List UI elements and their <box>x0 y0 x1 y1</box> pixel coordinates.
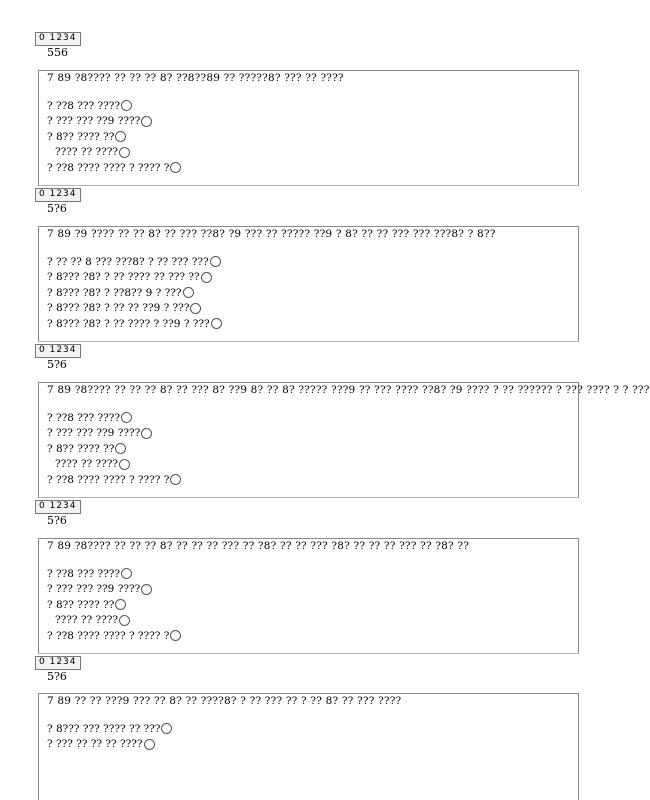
option-label: ? ??8 ???? ???? ? ???? ? <box>47 473 170 486</box>
question-header-5 <box>35 654 175 683</box>
answer-option[interactable] <box>47 426 578 442</box>
question-text: 7 89 ?8???? ?? ?? ?? 8? ?? ?? ?? ??? ?? ?8? ?? ?? ??? ?8? ?? ?? ?? ??? ?? ?8? ?? <box>47 540 470 552</box>
answer-options <box>39 254 578 332</box>
option-label: ? 8??? ?8? ? ?? ?? ??9 ? ??? <box>47 302 190 315</box>
question-header-4 <box>35 498 175 527</box>
option-label: ? ??? ??? ??9 ???? <box>47 427 141 440</box>
answer-option[interactable] <box>47 597 578 613</box>
radio-button[interactable] <box>121 100 132 111</box>
answer-option[interactable] <box>55 457 578 473</box>
radio-button[interactable] <box>121 568 132 579</box>
option-label: ? 8??? ?8? ? ??8?? 9 ? ??? <box>47 286 182 299</box>
radio-button[interactable] <box>121 412 132 423</box>
radio-button[interactable] <box>161 723 172 734</box>
option-label: ? ??8 ??? ???? <box>47 411 120 424</box>
question-sub-label: 5?6 <box>47 670 67 683</box>
radio-button[interactable] <box>115 599 126 610</box>
radio-button[interactable] <box>115 443 126 454</box>
question-number-button[interactable]: 0 1234 <box>35 500 81 514</box>
answer-option[interactable] <box>47 316 578 332</box>
question-number-button[interactable]: 0 1234 <box>35 188 81 202</box>
question-text: 7 89 ?8???? ?? ?? ?? 8? ?? ??? 8? ??9 8? ?? 8? ????? ???9 ?? ??? ???? ??8? ?9 ???? ? ?? ?????? ? ??? ???? ? ? ??? <box>47 384 650 396</box>
option-label: ? 8?? ???? ?? <box>47 130 115 143</box>
option-label: ? 8??? ?8? ? ?? ???? ? ??9 ? ??? <box>47 317 210 330</box>
radio-button[interactable] <box>190 303 201 314</box>
option-label: ? ?? ?? 8 ??? ???8? ? ?? ??? ??? <box>47 255 209 268</box>
radio-button[interactable] <box>119 459 130 470</box>
option-label: ???? ?? ???? <box>55 614 118 627</box>
question-text: 7 89 ?8???? ?? ?? ?? 8? ??8??89 ?? ?????8? ??? ?? ???? <box>47 72 344 84</box>
answer-option[interactable] <box>47 301 578 317</box>
answer-option[interactable] <box>47 737 578 753</box>
question-sub-label: 5?6 <box>47 514 67 527</box>
question-number-button[interactable]: 0 1234 <box>35 656 81 670</box>
radio-button[interactable] <box>170 630 181 641</box>
answer-option[interactable] <box>47 285 578 301</box>
answer-option[interactable] <box>47 114 578 130</box>
answer-options <box>39 98 578 176</box>
answer-option[interactable] <box>55 145 578 161</box>
answer-option[interactable] <box>47 98 578 114</box>
answer-option[interactable] <box>47 441 578 457</box>
option-label: ? ??8 ??? ???? <box>47 567 120 580</box>
answer-option[interactable] <box>47 160 578 176</box>
answer-options <box>39 566 578 644</box>
question-box-3 <box>38 382 650 498</box>
radio-button[interactable] <box>211 318 222 329</box>
question-box-2 <box>38 226 579 342</box>
answer-option[interactable] <box>47 566 578 582</box>
option-label: ? ??? ??? ??9 ???? <box>47 115 141 128</box>
answer-option[interactable] <box>47 628 578 644</box>
question-sub-label: 556 <box>47 46 68 59</box>
answer-option[interactable] <box>55 613 578 629</box>
radio-button[interactable] <box>183 287 194 298</box>
radio-button[interactable] <box>141 116 152 127</box>
question-header-3 <box>35 342 175 371</box>
answer-option[interactable] <box>47 582 578 598</box>
option-label: ? ??8 ???? ???? ? ???? ? <box>47 161 170 174</box>
question-sub-label: 5?6 <box>47 202 67 215</box>
option-label: ? ??8 ???? ???? ? ???? ? <box>47 629 170 642</box>
radio-button[interactable] <box>210 256 221 267</box>
option-label: ? 8??? ??? ???? ?? ??? <box>47 722 161 735</box>
question-box-4 <box>38 538 579 654</box>
question-sub-label: 5?6 <box>47 358 67 371</box>
question-text: 7 89 ?? ?? ???9 ??? ?? 8? ?? ????8? ? ?? ??? ?? ? ?? 8? ?? ??? ???? <box>47 695 402 707</box>
option-label: ? ??8 ??? ???? <box>47 99 120 112</box>
option-label: ? ??? ?? ?? ?? ???? <box>47 738 143 751</box>
radio-button[interactable] <box>141 584 152 595</box>
question-number-button[interactable]: 0 1234 <box>35 32 81 46</box>
option-label: ? 8??? ?8? ? ?? ???? ?? ??? ?? <box>47 271 200 284</box>
question-box-5 <box>38 693 579 800</box>
radio-button[interactable] <box>144 739 155 750</box>
question-text: 7 89 ?9 ???? ?? ?? 8? ?? ??? ??8? ?9 ??? ?? ????? ??9 ? 8? ?? ?? ??? ??? ???8? ? 8?? <box>47 228 496 240</box>
radio-button[interactable] <box>119 615 130 626</box>
answer-option[interactable] <box>47 472 578 488</box>
radio-button[interactable] <box>141 428 152 439</box>
answer-option[interactable] <box>47 129 578 145</box>
answer-option[interactable] <box>47 410 578 426</box>
option-label: ???? ?? ???? <box>55 146 118 159</box>
question-header-2 <box>35 186 175 215</box>
radio-button[interactable] <box>170 474 181 485</box>
answer-option[interactable] <box>47 270 578 286</box>
option-label: ? 8?? ???? ?? <box>47 442 115 455</box>
radio-button[interactable] <box>170 162 181 173</box>
question-header-1 <box>35 30 175 59</box>
answer-options <box>39 721 578 752</box>
option-label: ? ??? ??? ??9 ???? <box>47 583 141 596</box>
option-label: ???? ?? ???? <box>55 458 118 471</box>
answer-option[interactable] <box>47 254 578 270</box>
radio-button[interactable] <box>201 272 212 283</box>
question-number-button[interactable]: 0 1234 <box>35 344 81 358</box>
radio-button[interactable] <box>119 147 130 158</box>
answer-options <box>39 410 578 488</box>
question-box-1 <box>38 70 579 186</box>
option-label: ? 8?? ???? ?? <box>47 598 115 611</box>
radio-button[interactable] <box>115 131 126 142</box>
answer-option[interactable] <box>47 721 578 737</box>
